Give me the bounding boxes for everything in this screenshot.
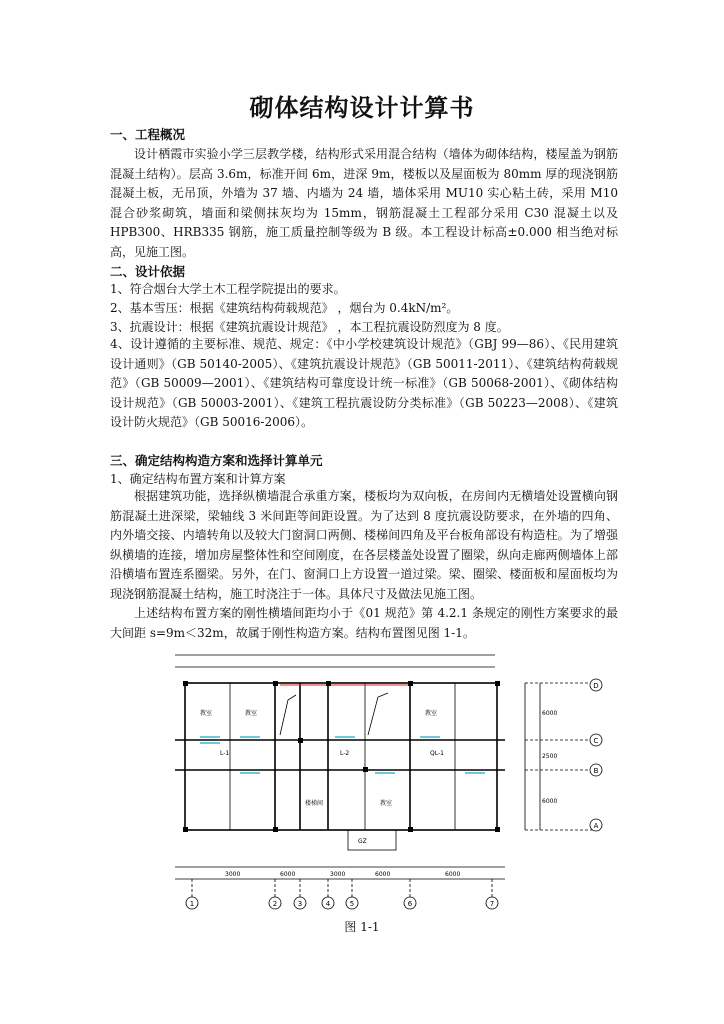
svg-text:2: 2 [272,900,278,908]
room-label: 教室 [245,710,258,717]
room-label: 楼梯间 [305,800,324,807]
figure-caption: 图 1-1 [344,920,380,934]
axis-bubble-D [590,679,602,691]
section-2-item-2: 2、基本雪压：根据《建筑结构荷载规范》 ，烟台为 0.4kN/m²。 [110,301,459,315]
dim-bottom: 6000 [445,871,461,878]
dim-bottom: 3000 [330,871,346,878]
document-title: 砌体结构设计计算书 [249,93,475,122]
axis-bubble-5 [346,897,358,909]
svg-text:C: C [593,737,599,745]
section-2-heading: 二、设计依据 [110,264,186,279]
svg-text:5: 5 [349,900,355,908]
section-3-sub-1: 1、确定结构布置方案和计算方案 [110,472,286,486]
dim-right: 6000 [542,798,558,805]
axis-bubble-C [590,734,602,746]
svg-text:D: D [593,682,599,690]
room-label: 教室 [380,800,393,807]
svg-text:6: 6 [407,900,413,908]
svg-text:7: 7 [489,900,495,908]
section-2-item-1: 1、符合烟台大学土木工程学院提出的要求。 [110,282,346,296]
beam-label: GZ [358,838,367,845]
beam-label: L-2 [340,750,350,757]
beam-label: QL-1 [430,750,444,757]
beam-label: L-1 [220,750,230,757]
room-label: 教室 [425,710,438,717]
axis-bubble-1 [186,897,198,909]
svg-text:4: 4 [325,900,331,908]
section-1-heading: 一、工程概况 [110,127,186,142]
section-2-item-4: 4、设计遵循的主要标准、规范、规定：《中小学校建筑设计规范》（GBJ 99—86）、《民用建筑设计通则》（GB 50140-2005）、《建筑抗震设计规范》（GB 50011-2011）、《建筑结构荷载规范》（GB 50009—2001）、《建筑结构可靠度设计统一标准》（GB 50068-2001）、《砌体结构设计规范》（GB 50003-2001）、《建筑工程抗震设防分类标准》（GB 50223—2008）、《建筑设计防火规范》（GB 50016-2006）。 [110,337,618,429]
section-3-heading: 三、确定结构构造方案和选择计算单元 [110,453,323,468]
structural-layout-drawing [130,645,605,915]
axis-bubble-3 [294,897,306,909]
room-label: 教室 [200,710,213,717]
section-1-body: 设计栖霞市实验小学三层教学楼，结构形式采用混合结构（墙体为砌体结构，楼屋盖为钢筋混凝土结构）。层高 3.6m，标准开间 6m，进深 9m，楼板以及屋面板为 80mm 厚的现浇钢筋混凝土板，无吊顶，外墙为 37 墙、内墙为 24 墙，墙体采用 MU10 实心粘土砖，采用 M10 混合砂浆砌筑，墙面和梁侧抹灰均为 15mm，钢筋混凝土工程部分采用 C30 混凝土以及 HPB300、HRB335 钢筋，施工质量控制等级为 B 级。本工程设计标高±0.000 相当绝对标高，见施工图。 [110,147,618,259]
section-3-para-1: 根据建筑功能，选择纵横墙混合承重方案，楼板均为双向板，在房间内无横墙处设置横向钢筋混凝土进深梁，梁轴线 3 米间距等间距设置。为了达到 8 度抗震设防要求，在外墙的四角、内外墙交接、内墙转角以及较大门窗洞口两侧、楼梯间四角及平台板角部设有构造柱。为了增强纵横墙的连接，增加房屋整体性和空间刚度，在各层楼盖处设置了圈梁，纵向走廊两侧墙体上部沿横墙布置连系圈梁。另外，在门、窗洞口上方设置一道过梁。梁、圈梁、楼面板和屋面板均为现浇钢筋混凝土结构，施工时浇注于一体。具体尺寸及做法见施工图。 [110,489,618,601]
section-2-item-3: 3、抗震设计：根据《建筑抗震设计规范》 ，本工程抗震设防烈度为 8 度。 [110,320,509,334]
axis-bubble-4 [322,897,334,909]
dim-bottom: 6000 [375,871,391,878]
axis-bubble-7 [486,897,498,909]
svg-text:3: 3 [297,900,303,908]
dim-bottom: 6000 [280,871,296,878]
svg-text:B: B [593,767,599,775]
svg-text:A: A [593,822,599,830]
dim-bottom: 3000 [225,871,241,878]
axis-bubble-A [590,819,602,831]
dim-right: 2500 [542,753,558,760]
dim-right: 6000 [542,710,558,717]
svg-text:1: 1 [189,900,195,908]
axis-bubble-6 [404,897,416,909]
section-3-para-2: 上述结构布置方案的刚性横墙间距均小于《01 规范》第 4.2.1 条规定的刚性方案要求的最大间距 s=9m＜32m，故属于刚性构造方案。结构布置图见图 1-1。 [110,606,618,640]
axis-bubble-2 [269,897,281,909]
axis-bubble-B [590,764,602,776]
